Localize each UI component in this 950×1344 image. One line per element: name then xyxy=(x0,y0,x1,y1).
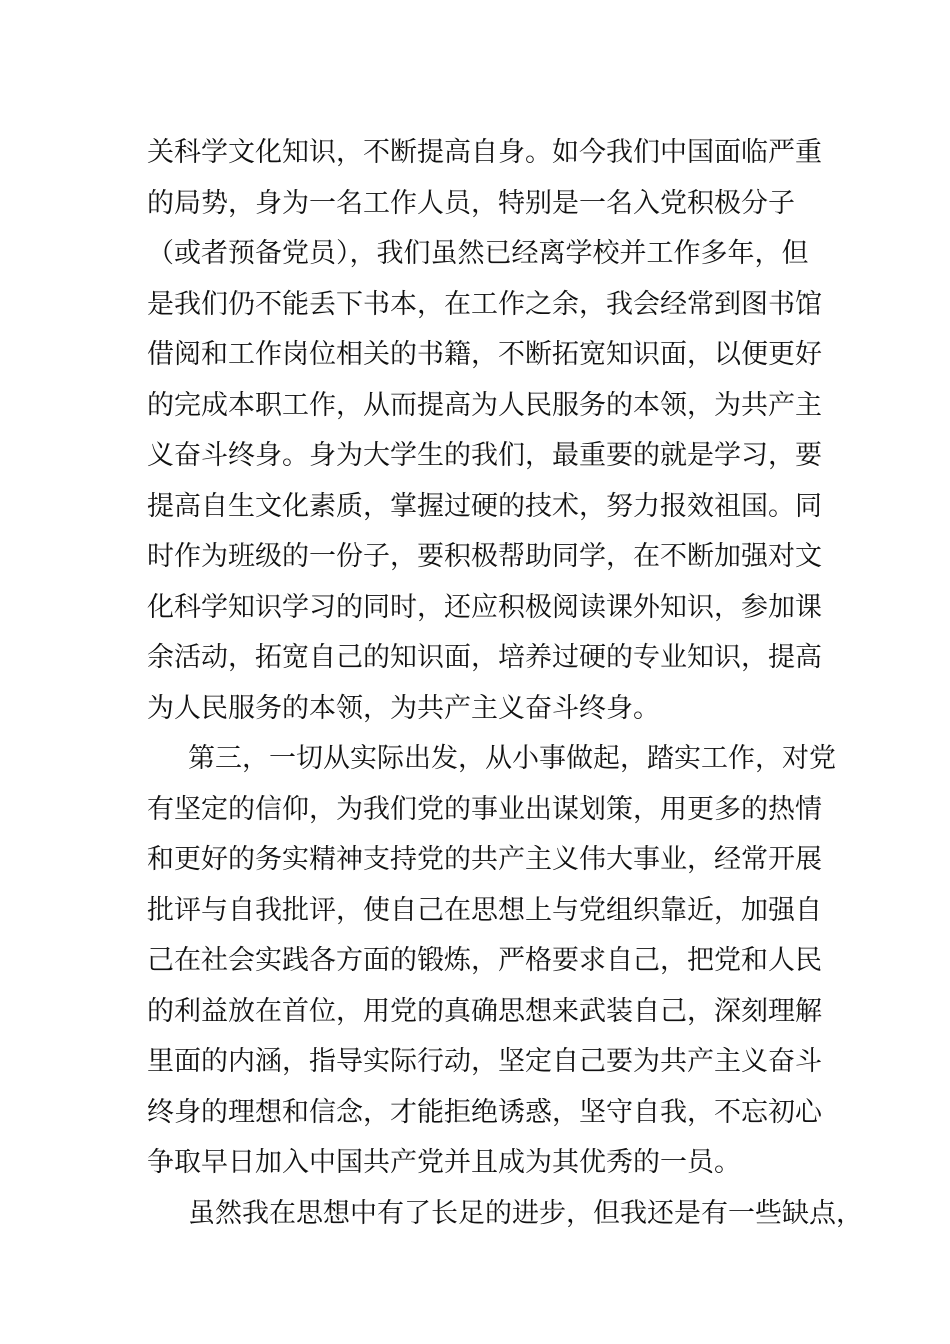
text-line: 义奋斗终身。身为大学生的我们，最重要的就是学习，要 xyxy=(147,440,822,471)
paragraph-3 xyxy=(147,1189,863,1240)
text-line: （或者预备党员），我们虽然已经离学校并工作多年，但 xyxy=(147,238,809,269)
text-line: 有坚定的信仰，为我们党的事业出谋划策，用更多的热情 xyxy=(147,793,822,825)
text-line: 是我们仍不能丢下书本，在工作之余，我会经常到图书馆 xyxy=(147,288,822,320)
text-line: 己在社会实践各方面的锻炼，严格要求自己，把党和人民 xyxy=(147,945,822,976)
text-line: 第三，一切从实际出发，从小事做起，踏实工作，对党 xyxy=(188,743,836,774)
text-line: 为人民服务的本领，为共产主义奋斗终身。 xyxy=(147,692,660,724)
text-line: 批评与自我批评，使自己在思想上与党组织靠近，加强自 xyxy=(147,894,822,926)
text-line: 借阅和工作岗位相关的书籍，不断拓宽知识面，以便更好 xyxy=(147,339,822,370)
paragraph-2 xyxy=(147,734,836,1189)
text-line: 化科学知识学习的同时，还应积极阅读课外知识，参加课 xyxy=(147,591,822,623)
text-line: 关科学文化知识，不断提高自身。如今我们中国面临严重 xyxy=(147,137,822,168)
text-line: 和更好的务实精神支持党的共产主义伟大事业，经常开展 xyxy=(147,844,822,875)
text-line: 里面的内涵，指导实际行动，坚定自己要为共产主义奋斗 xyxy=(147,1046,822,1077)
text-line: 余活动，拓宽自己的知识面，培养过硬的专业知识，提高 xyxy=(147,642,822,673)
text-line: 终身的理想和信念，才能拒绝诱惑，坚守自我，不忘初心 xyxy=(147,1096,822,1128)
text-line: 提高自生文化素质，掌握过硬的技术，努力报效祖国。同 xyxy=(147,490,822,522)
text-line: 的局势，身为一名工作人员，特别是一名入党积极分子 xyxy=(147,187,795,219)
text-line: 的利益放在首位，用党的真确思想来武装自己，深刻理解 xyxy=(147,995,822,1027)
document-body xyxy=(147,128,863,1239)
text-line: 争取早日加入中国共产党并且成为其优秀的一员。 xyxy=(147,1147,741,1178)
text-line: 的完成本职工作，从而提高为人民服务的本领，为共产主 xyxy=(147,389,822,421)
paragraph-1 xyxy=(147,128,827,734)
text-line: 时作为班级的一份子，要积极帮助同学，在不断加强对文 xyxy=(147,541,822,572)
text-line: 虽然我在思想中有了长足的进步，但我还是有一些缺点， xyxy=(188,1197,863,1229)
